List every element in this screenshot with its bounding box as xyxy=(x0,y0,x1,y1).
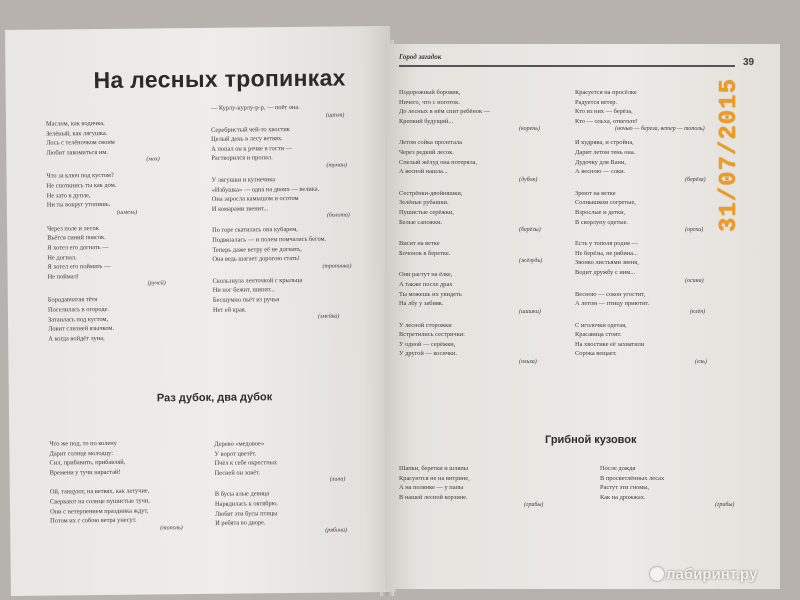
riddle-line: Сверкают на солнце пушистые тучи, xyxy=(49,497,150,506)
riddle-line: Теперь даже ветру её не догнать, xyxy=(212,245,302,254)
riddle xyxy=(399,464,574,508)
riddle xyxy=(575,239,760,283)
riddle-answer: (болото) xyxy=(326,212,350,219)
riddle-line: Крепкий будущий... xyxy=(399,117,454,125)
riddle-line: А весной нашла... xyxy=(399,168,448,176)
riddle-line: Нарядилась к октябрю. xyxy=(214,500,279,508)
riddle-line: Звонко листьями звеня, xyxy=(575,259,639,267)
column-left-1 xyxy=(46,118,208,344)
riddle-line: И комарами звенит... xyxy=(211,205,269,213)
riddle-line: По горе скатилась она кубарем, xyxy=(212,226,298,235)
riddle-line: Она ведь шагает дорогою стать! xyxy=(212,255,300,263)
riddle-line: Лось с телёночком своим xyxy=(46,139,115,147)
column-right-3 xyxy=(399,464,574,508)
riddle-line: «Избушка» — одна на двоих — велика. xyxy=(211,185,320,194)
riddle xyxy=(212,174,377,220)
riddle xyxy=(46,170,206,216)
riddle-line: А когда войдёт луна, xyxy=(48,334,105,343)
column-left-3 xyxy=(49,438,215,532)
riddle xyxy=(46,118,206,164)
riddle xyxy=(47,223,208,288)
riddle-line: Любит лакомиться им. xyxy=(46,148,108,157)
riddle-line: — Курлу-курлу-р-р, — поёт она. xyxy=(210,103,300,112)
riddle-answer: (цапля) xyxy=(325,112,345,119)
date-stamp: 31/07/2015 xyxy=(716,78,743,233)
riddle-line: Ловит слизней язычком. xyxy=(48,324,115,333)
riddle xyxy=(399,321,569,365)
riddle xyxy=(212,224,377,270)
riddle xyxy=(211,124,376,170)
riddle-line: А также после драх xyxy=(399,280,453,288)
riddle-line: У ворот цветёт. xyxy=(214,449,257,458)
riddle-line: Они растут на ёлке, xyxy=(399,271,453,279)
riddle-line: Подорожный боровик, xyxy=(399,89,461,96)
riddle-line: Через редкий лесок. xyxy=(399,148,454,156)
riddle-line: Песней он зовёт. xyxy=(214,469,261,477)
riddle-answer: (липа) xyxy=(329,476,346,483)
riddle-line: Что же под, то по колену xyxy=(49,439,117,448)
labirint-logo-icon xyxy=(650,567,664,581)
column-right-1 xyxy=(399,88,569,365)
riddle-line: Дудочку для Вани, xyxy=(575,158,626,166)
riddle-line: Не догнал. xyxy=(47,253,77,262)
riddle-line: И кудрява, и стройна, xyxy=(575,139,634,147)
riddle-line: Ни ты вокруг утопишь. xyxy=(46,201,111,209)
riddle-line: Пчёл к себе окрестных xyxy=(214,459,278,468)
riddle-line: Красавица стоит. xyxy=(575,331,622,339)
riddle xyxy=(214,438,374,484)
riddle-line: В бусы алые девица xyxy=(214,490,270,499)
riddle-answer: (орехи) xyxy=(685,227,704,234)
riddle-line: Взрослые и детки, xyxy=(575,208,626,216)
riddle xyxy=(600,464,760,508)
riddle-line: Они с нетерпением праздника ждут, xyxy=(50,507,149,516)
riddle-line: Потом их с собою ветра унесут. xyxy=(50,516,137,525)
riddle-line: С иголочки одетая, xyxy=(575,321,627,329)
riddle-answer: (жёлудь) xyxy=(519,258,543,265)
riddle-line: Есть у тополя родня — xyxy=(575,240,638,248)
riddle-answer: (корень) xyxy=(519,126,540,133)
watermark-text: лабиринт.ру xyxy=(666,566,758,583)
riddle xyxy=(213,275,378,321)
riddle-line: Зреют на ветке xyxy=(575,189,616,197)
riddle-line: Зелёный, как лягушка. xyxy=(46,129,108,138)
riddle-line: У лягушки и кузнечика xyxy=(211,176,276,184)
riddle-answer: (туман) xyxy=(326,162,347,169)
riddle-line: Ты можешь их увидеть xyxy=(399,290,462,298)
riddle-line: На хвостике её захватили xyxy=(575,340,645,348)
page-title: На лесных тропинках xyxy=(93,64,346,94)
riddle-line: Затаилась под кустом, xyxy=(47,315,109,324)
riddle-line: Красуются не на витрине, xyxy=(399,474,470,482)
riddle-line: Бесшумно пьёт из ручья xyxy=(212,296,280,304)
riddle xyxy=(399,138,569,182)
riddle-line: Скользнула ленточкой с крыльца xyxy=(212,276,303,285)
riddle-answer: (шишки) xyxy=(519,308,541,315)
page-number: 39 xyxy=(743,57,755,68)
riddle-line: Не берёзы, не рябина... xyxy=(575,249,638,257)
riddle-line: Дерево «медовое» xyxy=(214,440,265,448)
riddle-line: Ой, танцуют, на ветвях, как летучие, xyxy=(49,487,150,496)
riddle-line: У лесной сторожки xyxy=(399,321,452,329)
riddle-line: В скорлупу одетые. xyxy=(575,218,628,226)
riddle-line: Растут эти гномы, xyxy=(600,484,650,492)
watermark xyxy=(650,566,757,583)
riddle xyxy=(48,294,208,344)
riddle-line: Не споткнись ты как дом. xyxy=(46,181,117,190)
riddle-line: Времени у тучи нарастай! xyxy=(49,468,121,477)
riddle xyxy=(50,486,215,532)
riddle-line: Не поймал! xyxy=(47,272,79,281)
riddle-answer: (грибы) xyxy=(715,502,735,509)
riddle-line: Не зато в дупле, xyxy=(46,191,91,200)
riddle xyxy=(575,321,760,365)
riddle xyxy=(575,290,760,315)
riddle-line: Бочонок в беретке. xyxy=(399,249,451,257)
riddle-line: Спелый жёлуд она потеряла, xyxy=(399,158,478,166)
riddle-line: До лесных в нём спит ребёнок — xyxy=(399,108,491,116)
riddle-answer: (шмель) xyxy=(116,209,138,216)
riddle xyxy=(49,438,214,478)
header-rule xyxy=(399,65,735,67)
riddle-answer: (ручей) xyxy=(147,280,166,287)
riddle-line: Дарит солнце молодцу: xyxy=(49,449,114,458)
riddle-line: Сестрёнки-двойняшки, xyxy=(399,189,463,197)
riddle-line: Сил, прибавить, прибавляй, xyxy=(49,458,126,467)
riddle-answer: (клён) xyxy=(690,308,706,315)
riddle-line: В просветлённых лесах xyxy=(600,474,665,482)
riddle xyxy=(399,189,569,233)
riddle-line: У одной — серёжки, xyxy=(399,340,456,348)
riddle-line: Летом сойка пролетала xyxy=(399,139,462,147)
riddle-line: Я хотел его поймать — xyxy=(47,263,111,271)
riddle-line: Кто из них — берёза, xyxy=(575,108,633,116)
riddle-line: Бородавчатая тётя xyxy=(47,296,98,304)
riddle-line: А летом — птицу приютит. xyxy=(575,300,650,308)
riddle-answer: (дубок) xyxy=(519,176,538,183)
column-right-4 xyxy=(600,464,760,508)
column-left-4 xyxy=(214,438,375,534)
riddle-line: Ни ног бежит, шипит... xyxy=(212,286,275,295)
riddle-line: Кто — ольха, ответьте! xyxy=(575,117,638,125)
riddle-line: Подвязалась — и полем помчалась бегом. xyxy=(212,235,327,244)
riddle-line: Растворился и пропал. xyxy=(211,154,273,163)
riddle-line: Как на дрожжах. xyxy=(600,493,646,501)
riddle-line: Солнышком согретые, xyxy=(575,199,636,207)
riddle-line: Зелёные рубашки. xyxy=(399,199,449,207)
riddle-answer: (змейка) xyxy=(317,313,340,320)
riddle xyxy=(399,270,569,314)
column-left-2 xyxy=(211,102,378,321)
riddle-line: Серебристый чей-то хвостик xyxy=(211,125,290,134)
riddle-line: Белые сапожки. xyxy=(399,218,443,226)
riddle-line: Нет ей края. xyxy=(212,305,247,314)
riddle-line: А на полянке — у папы xyxy=(399,484,464,492)
riddle-line: Встретились сестрички: xyxy=(399,331,465,339)
riddle-line: Сорока вещает. xyxy=(575,350,617,358)
riddle-line: Целый день в лесу ветвях. xyxy=(211,135,283,144)
riddle-line: На лбу у забияк. xyxy=(399,300,444,308)
riddle-line: А попал он к речке в гости — xyxy=(211,144,293,153)
riddle xyxy=(399,239,569,264)
riddle-line: Она заросла камышом и осотом xyxy=(211,195,299,203)
riddle-line: Маслом, как водичка, xyxy=(45,119,105,128)
riddle xyxy=(211,102,376,119)
riddle-answer: (осина) xyxy=(685,277,704,284)
riddle-line: Дарит летом тень она. xyxy=(575,148,636,156)
riddle-line: Шапки, беретки и шляпы xyxy=(399,465,469,472)
riddle-line: Я хотел его догнать — xyxy=(47,243,109,252)
riddle-answer: (тропинка) xyxy=(322,263,352,270)
left-page xyxy=(5,26,396,596)
riddle-line: После дождя xyxy=(600,465,636,472)
riddle-line: Что за ключ под кустом? xyxy=(46,172,114,180)
riddle-line: Любят эти бусы птицы xyxy=(215,509,278,518)
riddle-line: Поселилась в огороде. xyxy=(47,305,110,314)
riddle-line: Пушистые серёжки, xyxy=(399,208,454,216)
riddle-answer: (рябина) xyxy=(325,527,347,534)
riddle-line: Вьётся синий поясок. xyxy=(47,234,106,242)
riddle xyxy=(399,88,569,132)
riddle-line: У другой — косички. xyxy=(399,350,458,358)
riddle-line: Через поле и лесок xyxy=(47,224,99,233)
riddle-answer: (ольха) xyxy=(519,359,537,366)
riddle-line: Ничего, что с ноготок. xyxy=(399,98,460,106)
riddle-answer: (мох) xyxy=(146,156,160,163)
riddle-line: Радуется ветер. xyxy=(575,98,618,106)
section-title: Раз дубок, два дубок xyxy=(156,391,273,405)
riddle-line: А весною — соки. xyxy=(575,168,626,176)
riddle-answer: (грибы) xyxy=(524,502,544,509)
section-title: Грибной кузовок xyxy=(545,434,637,446)
riddle-line: И ребята во дворе. xyxy=(215,519,266,527)
running-header: Город загадок xyxy=(399,53,442,61)
riddle-line: Красуется на просёлке xyxy=(575,89,637,96)
riddle-line: Весною — сокон угостит, xyxy=(575,290,646,298)
riddle-answer: (берёзы) xyxy=(519,227,541,234)
riddle xyxy=(215,489,375,535)
riddle-answer: (ель) xyxy=(695,359,707,366)
riddle-line: В нашей лесной корзине. xyxy=(399,493,468,501)
riddle-line: Висит на ветке xyxy=(399,240,440,248)
riddle-answer: (тополь) xyxy=(160,524,183,532)
riddle-answer: (берёза) xyxy=(685,176,706,183)
riddle-answer: (ночью — береза, ветер — тополь) xyxy=(615,126,705,133)
riddle-line: Водит дружбу с ним... xyxy=(575,268,636,276)
